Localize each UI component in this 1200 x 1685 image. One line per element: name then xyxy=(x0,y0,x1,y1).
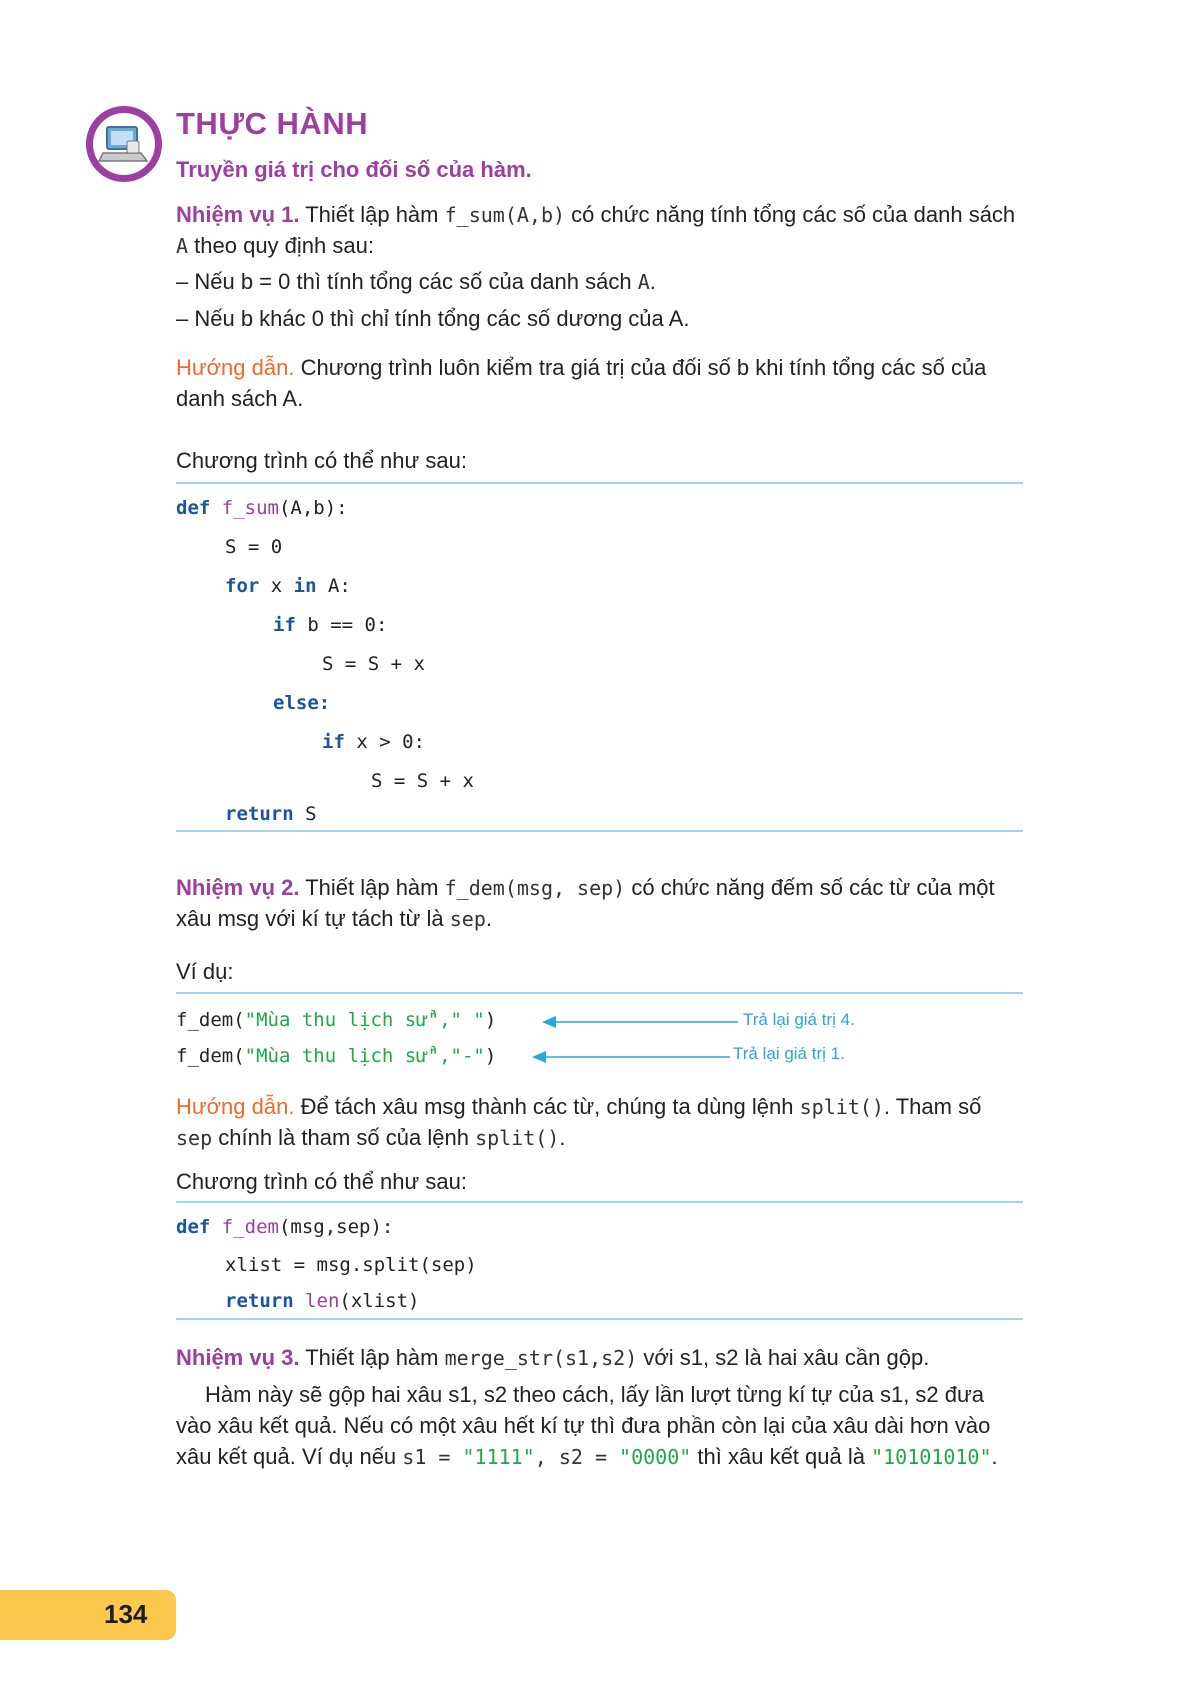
example2-arrow xyxy=(532,1047,732,1067)
task1-line1: Nhiệm vụ 1. Thiết lập hàm f_sum(A,b) có chức năng tính tổng các số của danh sách xyxy=(176,202,1016,227)
section-subtitle: Truyền giá trị cho đối số của hàm. xyxy=(176,157,532,182)
task1-program-intro: Chương trình có thể như sau: xyxy=(176,448,467,473)
page-number-tab xyxy=(0,1590,176,1640)
task2-line2: xâu msg với kí tự tách từ là sep. xyxy=(176,906,492,931)
code1-line6: else: xyxy=(273,692,331,714)
task1-bullet1: – Nếu b = 0 thì tính tổng các số của danh sách A. xyxy=(176,269,656,294)
code1-line8: S = S + x xyxy=(371,770,474,792)
example1-code: f_dem("Mùa thu lịch sử"," ") xyxy=(176,1009,497,1031)
task3-para-line2: vào xâu kết quả. Nếu có một xâu hết kí tự thì đưa phần còn lại của xâu dài hơn vào xyxy=(176,1413,991,1438)
task3-line1: Nhiệm vụ 3. Thiết lập hàm merge_str(s1,s2) với s1, s2 là hai xâu cần gộp. xyxy=(176,1345,930,1370)
task2-fn: f_dem(msg, sep) xyxy=(444,876,626,900)
task1-hint-line1: Hướng dẫn. Chương trình luôn kiểm tra giá trị của đối số b khi tính tổng các số của xyxy=(176,355,987,380)
code1-line2: S = 0 xyxy=(225,536,283,558)
example1-arrow xyxy=(542,1012,742,1032)
example2-note: Trả lại giá trị 1. xyxy=(733,1044,845,1063)
example2-code: f_dem("Mùa thu lịch sử","-") xyxy=(176,1045,497,1067)
section-title: THỰC HÀNH xyxy=(176,106,369,141)
code2-bottom-rule xyxy=(176,1318,1023,1320)
task2-hint-line2: sep chính là tham số của lệnh split(). xyxy=(176,1125,566,1150)
code1-line1: def f_sum(A,b): xyxy=(176,497,348,519)
task2-hint-label: Hướng dẫn. xyxy=(176,1094,295,1119)
code2-line2: xlist = msg.split(sep) xyxy=(225,1254,477,1276)
task3-label: Nhiệm vụ 3. xyxy=(176,1345,300,1370)
example-label: Ví dụ: xyxy=(176,959,234,984)
example-top-rule xyxy=(176,992,1023,994)
task3-para-line1: Hàm này sẽ gộp hai xâu s1, s2 theo cách, lấy lần lượt từng kí tự của s1, s2 đưa xyxy=(205,1382,984,1407)
code1-line3: for x in A: xyxy=(225,575,351,597)
task1-fn: f_sum(A,b) xyxy=(444,203,566,227)
example1-note: Trả lại giá trị 4. xyxy=(743,1010,855,1029)
task2-hint-line1: Hướng dẫn. Để tách xâu msg thành các từ, chúng ta dùng lệnh split(). Tham số xyxy=(176,1094,982,1119)
task1-line2: A theo quy định sau: xyxy=(176,233,374,258)
code1-top-rule xyxy=(176,482,1023,484)
code2-top-rule xyxy=(176,1201,1023,1203)
task3-fn: merge_str(s1,s2) xyxy=(444,1346,638,1370)
task2-line1: Nhiệm vụ 2. Thiết lập hàm f_dem(msg, sep) có chức năng đếm số các từ của một xyxy=(176,875,995,900)
task1-hint-label: Hướng dẫn. xyxy=(176,355,295,380)
task1-label: Nhiệm vụ 1. xyxy=(176,202,300,227)
task2-program-intro: Chương trình có thể như sau: xyxy=(176,1169,467,1194)
code2-line1: def f_dem(msg,sep): xyxy=(176,1216,394,1238)
code1-line5: S = S + x xyxy=(322,653,425,675)
task2-label: Nhiệm vụ 2. xyxy=(176,875,300,900)
task1-hint-line2: danh sách A. xyxy=(176,386,304,411)
page-number: 134 xyxy=(104,1599,148,1629)
code1-line9: return S xyxy=(225,803,317,825)
code2-line3: return len(xlist) xyxy=(225,1290,420,1312)
code1-line7: if x > 0: xyxy=(322,731,425,753)
task1-bullet2: – Nếu b khác 0 thì chỉ tính tổng các số dương của A. xyxy=(176,306,690,331)
code1-bottom-rule xyxy=(176,830,1023,832)
computer-icon xyxy=(93,113,155,175)
task3-para-line3: xâu kết quả. Ví dụ nếu s1 = "1111", s2 = "0000" thì xâu kết quả là "10101010". xyxy=(176,1444,998,1469)
code1-line4: if b == 0: xyxy=(273,614,388,636)
